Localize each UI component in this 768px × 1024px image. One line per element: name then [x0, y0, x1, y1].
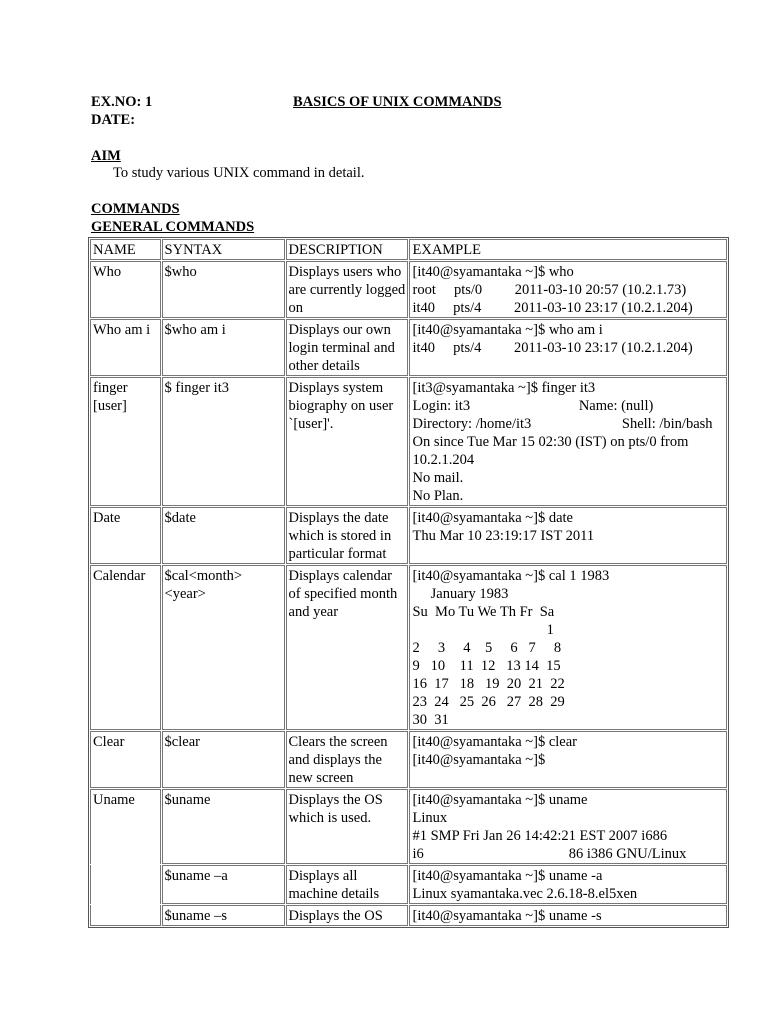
column-header-description: DESCRIPTION: [286, 239, 409, 260]
example-line: it40 pts/4 2011-03-10 23:17 (10.2.1.204): [412, 300, 693, 316]
example-line: i6 86 i386 GNU/Linux: [412, 846, 687, 862]
cell-syntax: $who: [162, 261, 285, 318]
cell-syntax: $uname: [162, 789, 285, 864]
cell-example: [409, 865, 727, 904]
commands-table: [88, 237, 729, 928]
example-line: Thu Mar 10 23:19:17 IST 2011: [412, 528, 595, 544]
cell-example: [409, 261, 727, 318]
table-row-uname: [90, 789, 727, 864]
cell-example: [409, 905, 727, 926]
example-line: Login: it3 Name: (null): [412, 398, 654, 414]
cell-description: Displays our own login terminal and other details: [286, 319, 409, 376]
example-line: [it40@syamantaka ~]$ uname -s: [412, 908, 602, 924]
example-line: [it40@syamantaka ~]$ uname: [412, 792, 588, 808]
cell-description: Displays system biography on user `[user]'.: [286, 377, 409, 506]
cell-description: Displays all machine details: [286, 865, 409, 904]
example-line: 23 24 25 26 27 28 29: [412, 694, 565, 710]
general-commands-heading: GENERAL COMMANDS: [91, 219, 255, 235]
exercise-number: EX.NO: 1: [91, 94, 153, 110]
cell-syntax: $date: [162, 507, 285, 564]
cell-example: [409, 565, 727, 730]
example-line: root pts/0 2011-03-10 20:57 (10.2.1.73): [412, 282, 687, 298]
cell-syntax: $who am i: [162, 319, 285, 376]
cell-name: Calendar: [90, 565, 161, 730]
cell-description: Displays the OS which is used.: [286, 789, 409, 864]
example-line: Linux: [412, 810, 448, 826]
table-row-who: [90, 261, 727, 318]
commands-heading: COMMANDS: [91, 201, 180, 217]
example-line: [it40@syamantaka ~]$ who am i: [412, 322, 603, 338]
table-row-who-am-i: [90, 319, 727, 376]
cell-example: [409, 731, 727, 788]
table-row-uname-a: [90, 865, 727, 904]
cell-example: [409, 789, 727, 864]
cell-syntax: $uname –s: [162, 905, 285, 926]
example-line: Linux syamantaka.vec 2.6.18-8.el5xen: [412, 886, 638, 902]
cell-syntax: $clear: [162, 731, 285, 788]
date-label: DATE:: [91, 112, 136, 128]
cell-name: Who: [90, 261, 161, 318]
cell-example: [409, 377, 727, 506]
example-line: [it40@syamantaka ~]$ cal 1 1983: [412, 568, 610, 584]
page-title: BASICS OF UNIX COMMANDS: [293, 94, 502, 110]
cell-name: Uname: [90, 789, 161, 864]
example-line: [it40@syamantaka ~]$ clear: [412, 734, 578, 750]
example-line: [it40@syamantaka ~]$: [412, 752, 546, 768]
example-line: 30 31: [412, 712, 449, 728]
table-row-finger: [90, 377, 727, 506]
cell-example: [409, 319, 727, 376]
example-line: 2 3 4 5 6 7 8: [412, 640, 562, 656]
cell-syntax: $ finger it3: [162, 377, 285, 506]
table-header-row: [90, 239, 727, 260]
aim-heading: AIM: [91, 148, 121, 164]
cell-description: Displays the date which is stored in particular format: [286, 507, 409, 564]
cell-description: Displays calendar of specified month and year: [286, 565, 409, 730]
example-line: 9 10 11 12 13 14 15: [412, 658, 561, 674]
example-line: 10.2.1.204: [412, 452, 475, 468]
cell-syntax: $cal<month><year>: [162, 565, 285, 730]
table-row-date: [90, 507, 727, 564]
cell-name: Clear: [90, 731, 161, 788]
cell-name: Date: [90, 507, 161, 564]
cell-description: Displays the OS: [286, 905, 409, 926]
column-header-example: EXAMPLE: [409, 239, 727, 260]
example-line: 1: [412, 622, 554, 638]
example-line: Su Mo Tu We Th Fr Sa: [412, 604, 555, 620]
example-line: [it40@syamantaka ~]$ uname -a: [412, 868, 603, 884]
cell-description: Clears the screen and displays the new screen: [286, 731, 409, 788]
table-row-calendar: [90, 565, 727, 730]
example-line: 16 17 18 19 20 21 22: [412, 676, 565, 692]
example-line: [it40@syamantaka ~]$ who: [412, 264, 574, 280]
cell-name: [90, 865, 161, 904]
example-line: [it3@syamantaka ~]$ finger it3: [412, 380, 596, 396]
example-line: [it40@syamantaka ~]$ date: [412, 510, 573, 526]
cell-description: Displays users who are currently logged on: [286, 261, 409, 318]
cell-example: [409, 507, 727, 564]
table-row-clear: [90, 731, 727, 788]
example-line: On since Tue Mar 15 02:30 (IST) on pts/0 from: [412, 434, 689, 450]
cell-name: finger [user]: [90, 377, 161, 506]
cell-syntax: $uname –a: [162, 865, 285, 904]
column-header-syntax: SYNTAX: [162, 239, 285, 260]
example-line: it40 pts/4 2011-03-10 23:17 (10.2.1.204): [412, 340, 693, 356]
example-line: #1 SMP Fri Jan 26 14:42:21 EST 2007 i686: [412, 828, 668, 844]
column-header-name: NAME: [90, 239, 161, 260]
cell-name: [90, 905, 161, 926]
example-line: No mail.: [412, 470, 464, 486]
table-body: [90, 261, 727, 926]
example-line: January 1983: [412, 586, 509, 602]
example-line: No Plan.: [412, 488, 464, 504]
example-line: Directory: /home/it3 Shell: /bin/bash: [412, 416, 713, 432]
table-row-uname-s: [90, 905, 727, 926]
aim-text: To study various UNIX command in detail.: [113, 165, 365, 181]
cell-name: Who am i: [90, 319, 161, 376]
